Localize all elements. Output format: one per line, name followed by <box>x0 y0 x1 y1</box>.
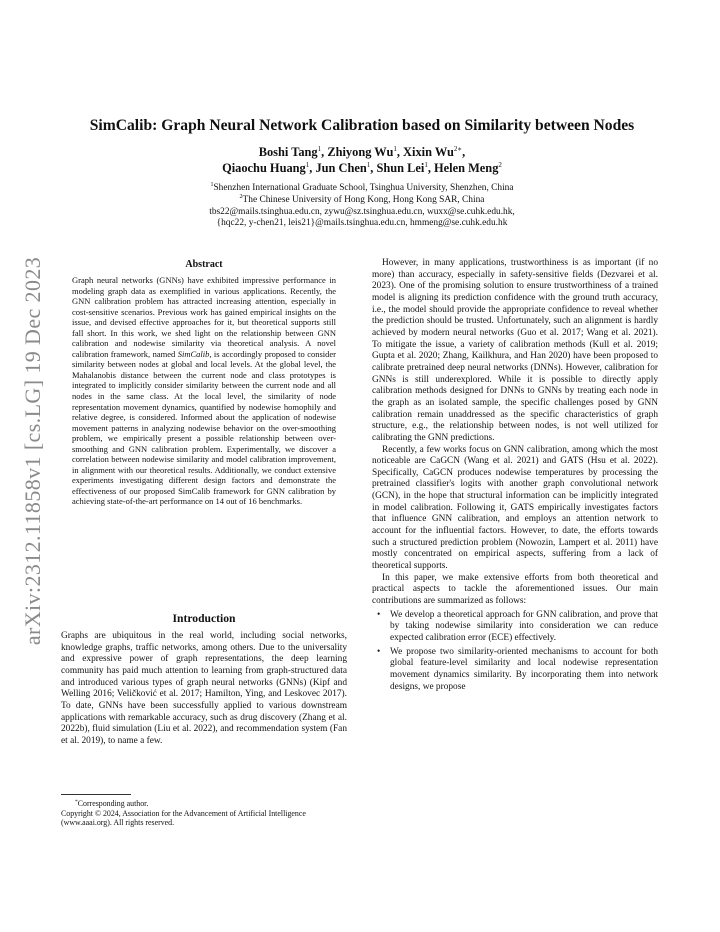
author-name: Zhiyong Wu <box>327 145 394 159</box>
body-paragraph: However, in many applications, trustworthiness is as important (if no more) than accuracy, especially in safety-sensitive fields (Dezvarei et al. 2023). One of the promising solution to ensure trustworthiness of a trained model is aligning its prediction confidence with the ground truth accuracy, i.e., the model should provide the appropriate confidence to reveal whether the prediction should be trusted. Unfortunately, such an alignment is hardly achieved by modern neural networks (Guo et al. 2017; Wang et al. 2021). To mitigate the issue, a variety of calibration methods (Kull et al. 2019; Gupta et al. 2020; Zhang, Kailkhura, and Han 2020) have been proposed to calibrate pretrained deep neural networks (DNNs). However, calibration for GNNs is still underexplored. While it is possible to directly apply calibration methods designed for DNNs to GNNs by treating each node in the graph as an isolated sample, the specific challenges posed by GNN calibration remain unaddressed as the specific characteristics of graph structure, e.g., the relationship between nodes, is not well utilized for calibrating the GNN predictions. <box>372 258 658 443</box>
author-separator: , <box>396 145 404 159</box>
author-name: Helen Meng <box>434 161 499 175</box>
framework-name: SimCalib <box>177 348 210 359</box>
paper-header <box>60 116 664 230</box>
abstract-text-part: , is accordingly proposed to consider similarity between nodes at global and local levels. At the global level, the Mahalanobis distance between the current node and class prototypes is integrated to implicitly consider similarity between the current node and all nodes in the same class. At the local level, the similarity of node representation movement dynamics, quantified by nodewise homophily and relative degree, is considered. Informed about the application of nodewise movement patterns in analyzing nodewise behavior on the over-smoothing problem, we empirically present a possible relationship between over-smoothing and GNN calibration problem. Experimentally, we discover a correlation between nodewise similarity and model calibration improvement, in alignment with our theoretical results. Additionally, we conduct extensive experiments investigating different design factors and demonstrate the effectiveness of our proposed SimCalib framework for GNN calibration by achieving state-of-the-art performance on 14 out of 16 benchmarks. <box>72 348 336 507</box>
abstract-text-part: Graph neural networks (GNNs) have exhibited impressive performance in modeling graph data as exemplified in various applications. Recently, the GNN calibration problem has attracted increasing attention, especially in cost-sensitive scenarios. Previous work has gained empirical insights on the issue, and devised effective approaches for it, but theoretical supports still fall short. In this work, we shed light on the relationship between GNN calibration and nodewise similarity via theoretical analysis. A novel calibration framework, named <box>72 275 336 359</box>
author-mark: 1 <box>305 161 310 169</box>
affiliation-mark: 2 <box>239 193 243 200</box>
abstract-heading: Abstract <box>185 259 223 270</box>
author-list <box>60 144 664 176</box>
bullet-mark: • <box>377 609 381 620</box>
corresponding-author-note <box>61 799 347 809</box>
arxiv-identifier: arXiv:2312.11858v1 [cs.LG] 19 Dec 2023 <box>20 256 45 646</box>
author-name: Xixin Wu <box>403 145 454 159</box>
author-separator: , <box>462 145 466 159</box>
abstract-section <box>72 258 336 507</box>
list-item-text: We develop a theoretical approach for GNN calibration, and prove that by taking nodewise similarity into consideration we can reduce expected calibration error (ECE) effectively. <box>390 609 658 643</box>
email-line-2: {hqc22, y-chen21, leis21}@mails.tsinghua.edu.cn, hmmeng@se.cuhk.edu.hk <box>216 218 508 229</box>
affiliation-text: Shenzhen International Graduate School, Tsinghua University, Shenzhen, China <box>213 183 514 193</box>
author-name: Boshi Tang <box>258 145 318 159</box>
footnote-mark: * <box>75 799 78 805</box>
affiliation-1 <box>60 183 664 195</box>
affiliation-mark: 1 <box>210 182 214 188</box>
author-separator: , <box>321 145 328 159</box>
author-line-2 <box>60 160 664 176</box>
bullet-mark: • <box>377 646 381 657</box>
introduction-paragraph: Graphs are ubiquitous in the real world, including social networks, knowledge graphs, traffic networks, among others. Due to the universality and expressive power of graph representations, the deep learning community has paid much attention to learning from graph-structured data and introduced various types of graph neural networks (GNNs) (Kipf and Welling 2016; Veličković et al. 2017; Hamilton, Ying, and Leskovec 2017). To date, GNNs have been successfully applied to various downstream applications with remarkable accuracy, such as drug discovery (Zhang et al. 2022b), fluid simulation (Liu et al. 2022), and recommendation system (Fan et al. 2019), to name a few. <box>61 631 347 746</box>
author-separator: , <box>309 161 316 175</box>
author-separator: , <box>370 161 377 175</box>
copyright-notice: Copyright © 2024, Association for the Advancement of Artificial Intelligence (www.aaai.org). All rights reserved. <box>61 808 306 828</box>
author-mark: 2∗ <box>453 145 463 153</box>
affiliation-2 <box>60 195 664 207</box>
paper-title: SimCalib: Graph Neural Network Calibration based on Similarity between Nodes <box>89 117 635 134</box>
author-line-1 <box>60 144 664 160</box>
footnote <box>61 794 347 828</box>
introduction-heading: Introduction <box>172 612 236 625</box>
author-mark: 1 <box>366 161 371 169</box>
affiliation-text: The Chinese University of Hong Kong, Hong Kong SAR, China <box>242 194 485 205</box>
introduction-section <box>61 612 347 748</box>
email-line-1: tbs22@mails.tsinghua.edu.cn, zywu@sz.tsinghua.edu.cn, wuxx@se.cuhk.edu.hk, <box>209 206 515 217</box>
affiliations <box>60 183 664 230</box>
body-paragraph: In this paper, we make extensive efforts from both theoretical and practical aspects to tackle the aforementioned issues. Our main contributions are summarized as follows: <box>372 572 658 607</box>
list-item <box>372 647 658 694</box>
abstract-text <box>72 275 336 507</box>
footnote-rule <box>61 794 131 795</box>
list-item-text: We propose two similarity-oriented mechanisms to account for both global feature-level similarity and local nodewise representation movement dynamics similarity. By incorporating them into network designs, we propose <box>390 646 658 692</box>
author-name: Jun Chen <box>315 161 367 175</box>
list-item <box>372 610 658 645</box>
author-name: Shun Lei <box>376 161 425 175</box>
arxiv-side-stamp <box>14 236 52 666</box>
author-mark: 1 <box>393 145 397 153</box>
footnote-text: Corresponding author. <box>77 799 149 808</box>
right-column <box>372 258 658 695</box>
author-separator: , <box>427 161 435 175</box>
author-mark: 2 <box>498 161 502 169</box>
author-name: Qiaochu Huang <box>222 161 306 175</box>
author-mark: 1 <box>424 161 428 169</box>
author-mark: 1 <box>317 145 322 153</box>
contribution-list <box>372 610 658 694</box>
body-paragraph: Recently, a few works focus on GNN calibration, among which the most noticeable are CaGCN (Wang et al. 2021) and GATS (Hsu et al. 2022). Specifically, CaGCN produces nodewise temperatures by processing the pretrained classifier's logits with another graph convolutional network (GCN), in the hope that structural information can be implicitly integrated in model calibration. Following it, GATS empirically investigates factors that influence GNN calibration, and employs an attention network to account for the influential factors. However, to date, the efforts towards such a structured prediction problem (Nowozin, Lampert et al. 2011) have mostly concentrated on empirical aspects, suffering from a lack of theoretical supports. <box>372 444 658 572</box>
